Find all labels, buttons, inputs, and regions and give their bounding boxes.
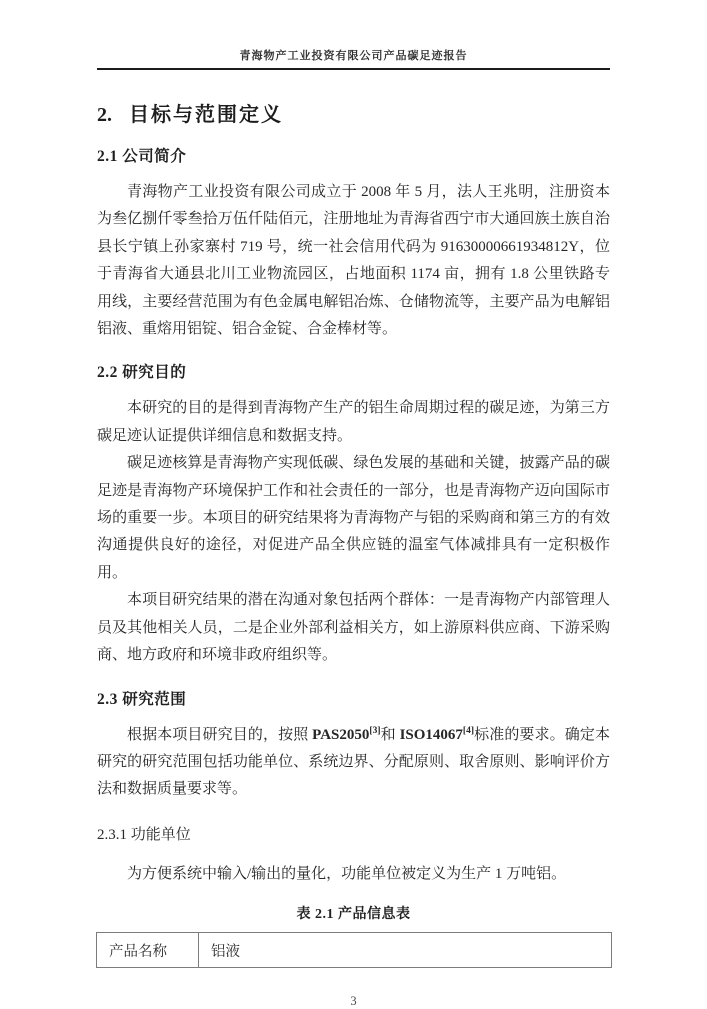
page-header — [97, 0, 610, 70]
subsection-heading-2-3-1: 2.3.1 功能单位 — [97, 826, 191, 843]
standard-iso14067: ISO14067 — [399, 726, 463, 743]
chapter-number: 2. — [97, 104, 112, 126]
reference-4: [4] — [462, 725, 474, 736]
reference-3: [3] — [369, 725, 381, 736]
product-name-value-cell: 铝液 — [199, 933, 612, 968]
header-title: 青海物产工业投资有限公司产品碳足迹报告 — [239, 50, 468, 62]
functional-unit-paragraph: 为方便系统中输入/输出的量化，功能单位被定义为生产 1 万吨铝。 — [127, 865, 567, 882]
header-divider — [97, 68, 610, 70]
product-name-label-cell: 产品名称 — [97, 933, 199, 968]
purpose-paragraph-1: 本研究的目的是得到青海物产生产的铝生命周期过程的碳足迹，为第三方碳足迹认证提供详细信息和数据支持。 — [97, 400, 610, 444]
page-number: 3 — [350, 994, 357, 1009]
scope-text-before: 根据本项目研究目的，按照 — [127, 726, 313, 743]
section-heading-2-2: 2.2 研究目的 — [97, 364, 187, 382]
section-heading-2-3: 2.3 研究范围 — [97, 690, 187, 708]
scope-text-after: 标准的要求。确定本研究的研究范围包括功能单位、系统边界、分配原则、取舍原则、影响评价方法和数据质量要求等。 — [97, 726, 610, 798]
table-row — [97, 933, 612, 968]
scope-paragraph — [97, 722, 610, 804]
chapter-title — [97, 98, 610, 127]
standard-pas2050: PAS2050 — [312, 726, 370, 743]
section-heading-2-1: 2.1 公司简介 — [97, 148, 187, 165]
chapter-title-text: 目标与范围定义 — [129, 104, 283, 126]
company-intro-paragraph: 青海物产工业投资有限公司成立于 2008 年 5 月，法人王兆明，注册资本为叁亿捌仟零叁拾万伍仟陆佰元，注册地址为青海省西宁市大通回族土族自治县长宁镇上孙家寨村 719 号，统一社会信用代码为 91630000661934812Y，位于青海省大通县北川工业物流园区，占地面积 1174 亩，拥有 1.8 公里铁路专用线，主要经营范围为有色金属电解铝冶炼、仓储物流等，主要产品为电解铝铝液、重熔用铝锭、铝合金锭、合金棒材等。 — [97, 184, 610, 338]
table-caption: 表 2.1 产品信息表 — [296, 907, 411, 923]
purpose-paragraph-2: 碳足迹核算是青海物产实现低碳、绿色发展的基础和关键，披露产品的碳足迹是青海物产环境保护工作和社会责任的一部分，也是青海物产迈向国际市场的重要一步。本项目的研究结果将为青海物产与铝的采购商和第三方的有效沟通提供良好的途径，对促进产品全供应链的温室气体减排具有一定积极作用。 — [97, 455, 610, 581]
product-info-table — [96, 932, 612, 968]
scope-text-middle: 和 — [380, 726, 400, 743]
page-content — [97, 0, 610, 1009]
purpose-paragraph-3: 本项目研究结果的潜在沟通对象包括两个群体：一是青海物产内部管理人员及其他相关人员，二是企业外部利益相关方，如上游原料供应商、下游采购商、地方政府和环境非政府组织等。 — [97, 592, 610, 664]
